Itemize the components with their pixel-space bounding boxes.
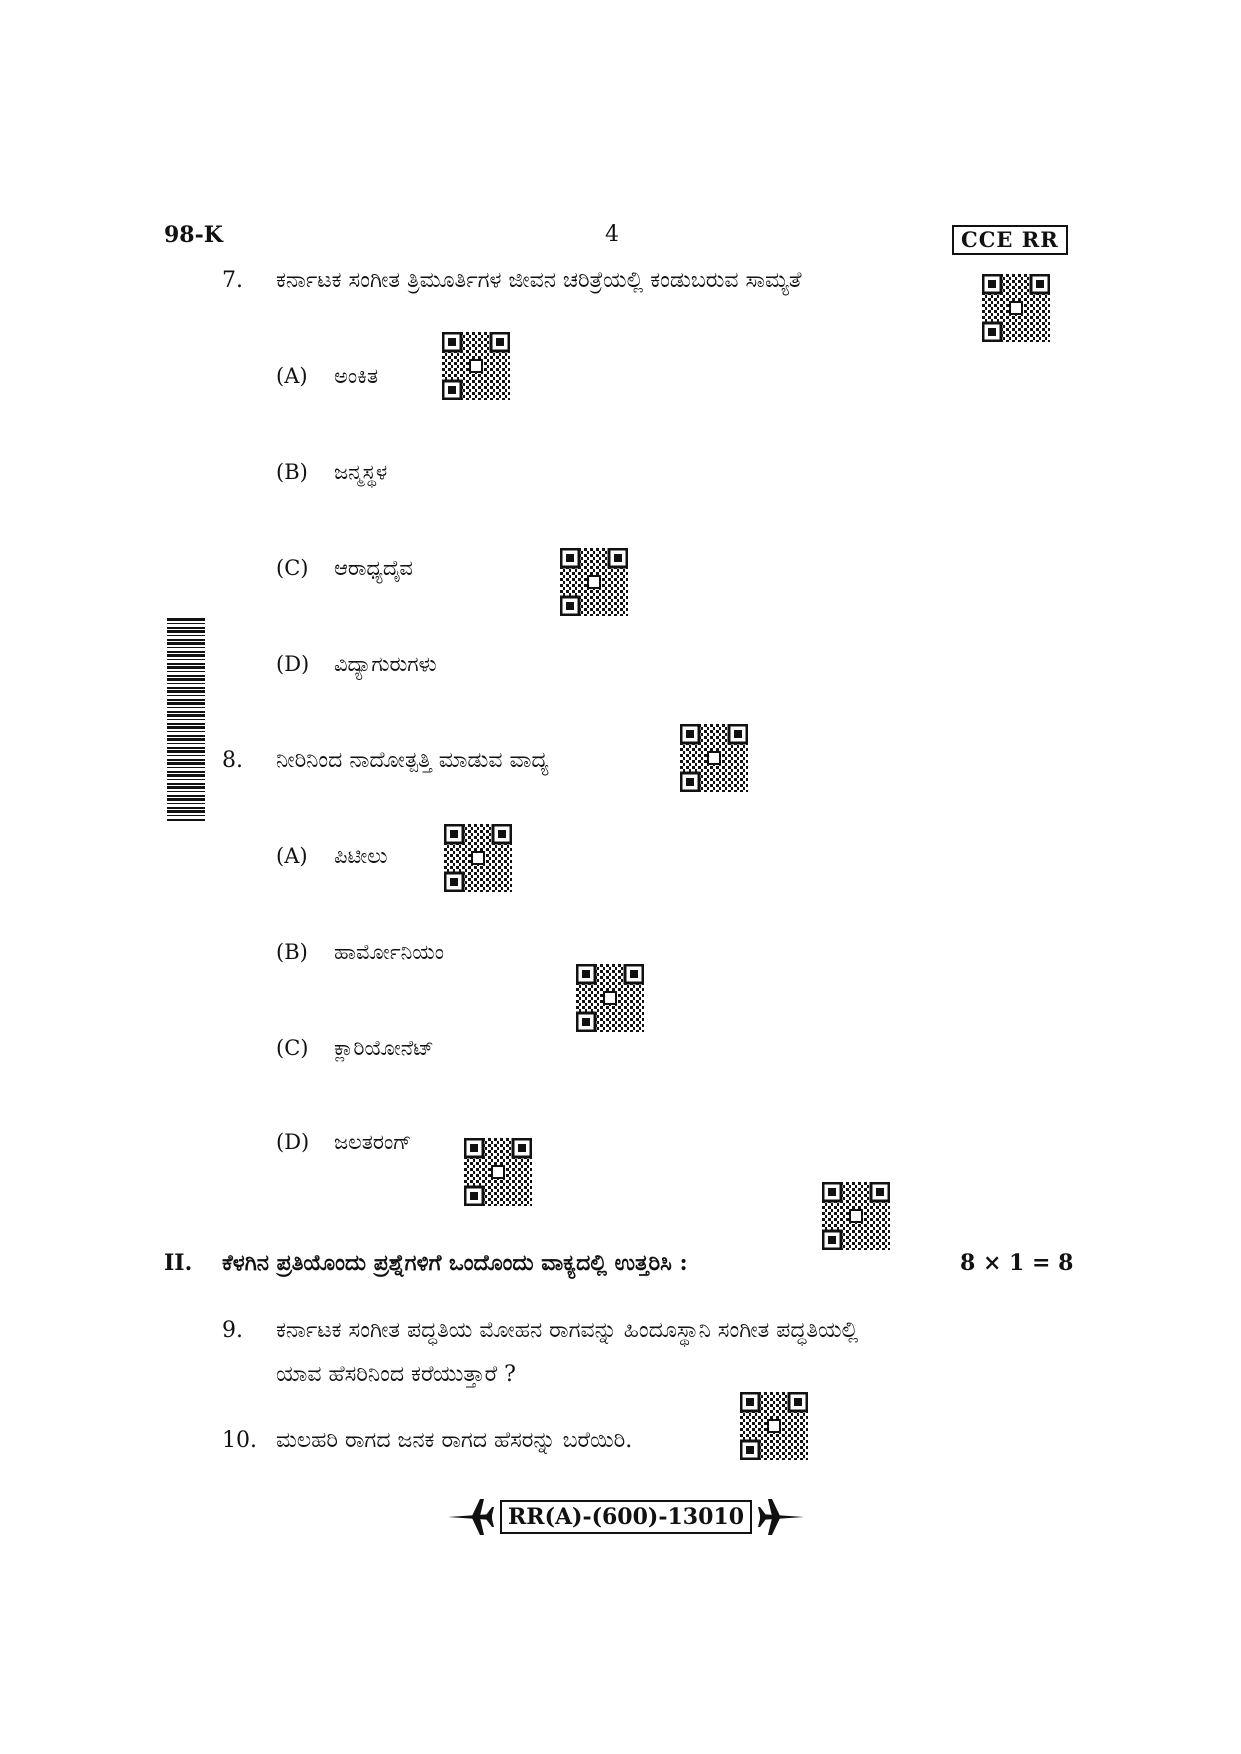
- option-label: (B): [276, 940, 308, 964]
- qr-code-icon: [560, 548, 628, 616]
- option-label: (A): [276, 364, 308, 388]
- qr-code-icon: [740, 1392, 808, 1460]
- option-text: ಅಂಕಿತ: [334, 364, 379, 388]
- footer-code: RR(A)-(600)-13010: [500, 1500, 752, 1534]
- option-label: (D): [276, 1130, 310, 1154]
- qr-code-icon: [444, 824, 512, 892]
- option-text: ಕ್ಲಾರಿಯೋನೆಟ್: [334, 1036, 434, 1060]
- option-label: (D): [276, 652, 310, 676]
- airplane-left-icon: [446, 1497, 494, 1537]
- option-text: ಜಲತರಂಗ್: [334, 1130, 412, 1154]
- section-number: II.: [164, 1250, 193, 1276]
- question-number: 9.: [222, 1318, 243, 1343]
- qr-code-icon: [822, 1182, 890, 1250]
- question-number: 10.: [222, 1428, 257, 1453]
- option-label: (A): [276, 844, 308, 868]
- qr-code-icon: [442, 332, 510, 400]
- option-text: ವಿದ್ಯಾಗುರುಗಳು: [334, 652, 437, 676]
- option-text: ಜನ್ಮಸ್ಥಳ: [334, 460, 388, 484]
- qr-code-icon: [680, 724, 748, 792]
- question-text: ಯಾವ ಹೆಸರಿನಿಂದ ಕರೆಯುತ್ತಾರೆ ?: [276, 1362, 516, 1387]
- airplane-right-icon: [758, 1497, 806, 1537]
- footer: [446, 1494, 806, 1540]
- option-text: ಹಾರ್ಮೋನಿಯಂ: [334, 940, 445, 964]
- qr-code-icon: [576, 964, 644, 1032]
- question-text: ನೀರಿನಿಂದ ನಾದೋತ್ಪತ್ತಿ ಮಾಡುವ ವಾದ್ಯ: [276, 748, 549, 773]
- barcode-icon: [167, 618, 205, 822]
- option-label: (C): [276, 1036, 309, 1060]
- question-number: 7.: [222, 268, 243, 293]
- section-instruction: ಕೆಳಗಿನ ಪ್ರತಿಯೊಂದು ಪ್ರಶ್ನೆಗಳಿಗೆ ಒಂದೊಂದು ವಾಕ್ಯದಲ್ಲಿ ಉತ್ತರಿಸಿ :: [222, 1250, 688, 1276]
- document-code: 98-K: [164, 222, 223, 248]
- boxed-code: CCE RR: [952, 225, 1068, 255]
- section-marks: 8 × 1 = 8: [960, 1250, 1074, 1276]
- qr-code-icon: [464, 1138, 532, 1206]
- question-text: ಮಲಹರಿ ರಾಗದ ಜನಕ ರಾಗದ ಹೆಸರನ್ನು ಬರೆಯಿರಿ.: [276, 1428, 633, 1453]
- qr-code-icon: [982, 274, 1050, 342]
- question-number: 8.: [222, 748, 243, 773]
- question-text: ಕರ್ನಾಟಕ ಸಂಗೀತ ಪದ್ಧತಿಯ ಮೋಹನ ರಾಗವನ್ನು ಹಿಂದೂಸ್ಥಾನಿ ಸಂಗೀತ ಪದ್ಧತಿಯಲ್ಲಿ: [276, 1318, 859, 1343]
- option-label: (B): [276, 460, 308, 484]
- page-number: 4: [605, 222, 619, 247]
- question-text: ಕರ್ನಾಟಕ ಸಂಗೀತ ತ್ರಿಮೂರ್ತಿಗಳ ಜೀವನ ಚರಿತ್ರೆಯಲ್ಲಿ ಕಂಡುಬರುವ ಸಾಮ್ಯತೆ: [276, 268, 802, 293]
- option-text: ಪಿಟೀಲು: [334, 844, 388, 868]
- option-text: ಆರಾಧ್ಯದೈವ: [334, 556, 413, 580]
- option-label: (C): [276, 556, 309, 580]
